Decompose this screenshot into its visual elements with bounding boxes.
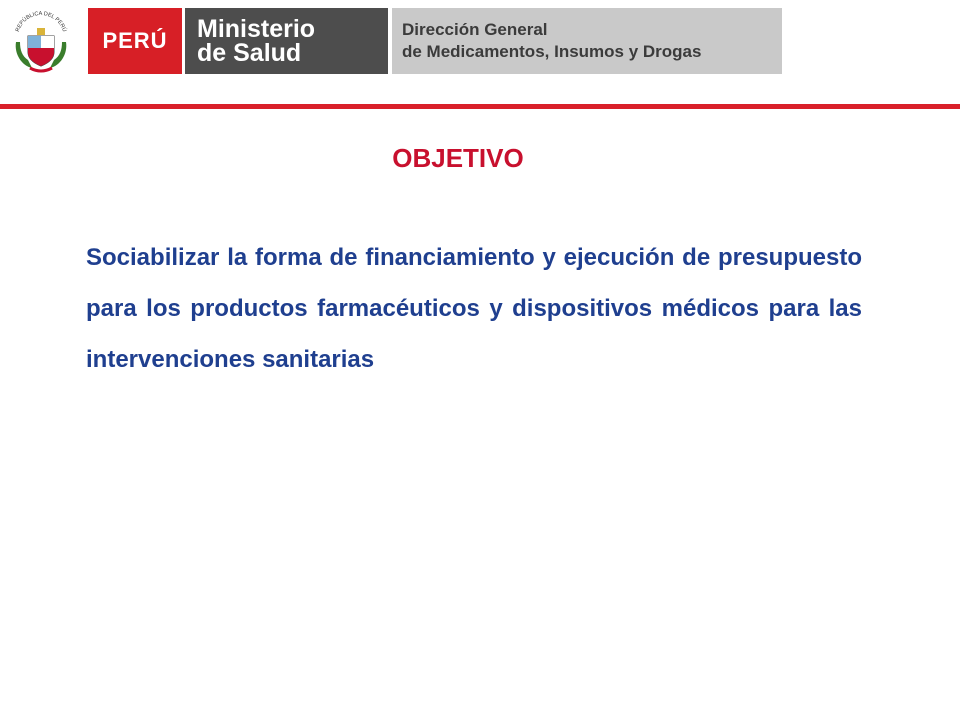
ministry-line-2: de Salud	[197, 39, 302, 67]
ministry-line-1: Ministerio	[197, 15, 316, 43]
objective-text: Sociabilizar la forma de financiamiento y ejecución de presupuesto para los productos farmacéuticos y dispositivos médicos para las intervenciones sanitarias	[86, 244, 862, 373]
ministry-name	[185, 8, 388, 74]
slide-title: OBJETIVO	[392, 143, 524, 173]
direction-name	[392, 8, 782, 74]
direction-line-1: Dirección General	[402, 20, 548, 39]
crest-text: REPÚBLICA DEL PERÚ	[14, 10, 68, 33]
direction-line-2: de Medicamentos, Insumos y Drogas	[402, 42, 702, 61]
peru-label: PERÚ	[88, 8, 182, 74]
header-divider	[0, 104, 960, 109]
peru-coat-of-arms-icon	[8, 8, 74, 74]
ministry-header	[0, 0, 960, 104]
